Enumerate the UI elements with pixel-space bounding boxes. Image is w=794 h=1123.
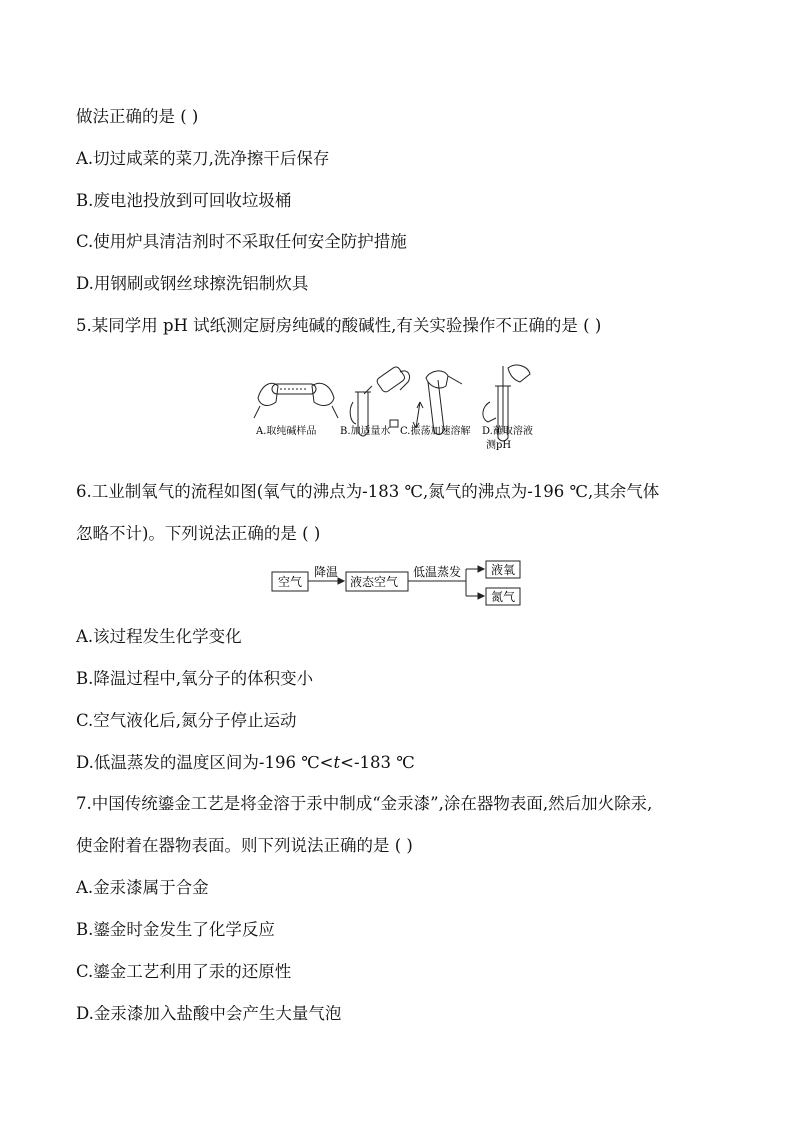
q6-option-d-pre: D.低温蒸发的温度区间为-196 ℃< xyxy=(76,753,334,772)
q7-option-a: A.金汞漆属于合金 xyxy=(76,878,209,897)
q6-stem-line2: 忽略不计)。下列说法正确的是 ( ) xyxy=(76,524,321,543)
flow-box-nitrogen: 氮气 xyxy=(491,590,516,604)
caption-b: B.加适量水 xyxy=(340,426,391,437)
caption-c: C.振荡加速溶解 xyxy=(400,426,471,437)
q5-stem: 5.某同学用 pH 试纸测定厨房纯碱的酸碱性,有关实验操作不正确的是 ( ) xyxy=(76,316,602,335)
q5-experiment-figure xyxy=(250,362,540,454)
hand-tube-horizontal-illustration xyxy=(254,383,338,418)
flow-box-liquid-air: 液态空气 xyxy=(350,575,399,589)
flow-box-air: 空气 xyxy=(278,575,303,589)
q6-option-c: C.空气液化后,氮分子停止运动 xyxy=(76,711,297,730)
q6-stem-line1: 6.工业制氧气的流程如图(氧气的沸点为-183 ℃,氮气的沸点为-196 ℃,其余气体 xyxy=(76,482,660,501)
flow-arrow-evaporate-label: 低温蒸发 xyxy=(413,565,462,579)
flow-box-liquid-oxygen: 液氧 xyxy=(491,563,516,577)
q7-option-c: C.鎏金工艺利用了汞的还原性 xyxy=(76,962,292,981)
flow-arrow-cool-label: 降温 xyxy=(314,565,339,579)
q7-stem-line1: 7.中国传统鎏金工艺是将金溶于汞中制成“金汞漆”,涂在器物表面,然后加火除汞, xyxy=(76,794,653,813)
caption-a: A.取纯碱样品 xyxy=(256,426,317,437)
q4-option-d: D.用钢刷或钢丝球擦洗铝制炊具 xyxy=(76,274,309,293)
q6-option-d-post: <-183 ℃ xyxy=(340,753,415,772)
q7-option-b: B.鎏金时金发生了化学反应 xyxy=(76,920,275,939)
q6-option-a: A.该过程发生化学变化 xyxy=(76,627,242,646)
q6-option-d xyxy=(76,752,415,774)
q6-option-d-variable: t xyxy=(333,753,341,772)
caption-d: D.蘸取溶液 xyxy=(482,426,533,437)
q7-stem-line2: 使金附着在器物表面。则下列说法正确的是 ( ) xyxy=(76,836,413,855)
q4-stem-tail: 做法正确的是 ( ) xyxy=(76,107,199,126)
q7-option-d: D.金汞漆加入盐酸中会产生大量气泡 xyxy=(76,1004,342,1023)
q4-option-c: C.使用炉具清洁剂时不采取任何安全防护措施 xyxy=(76,232,407,251)
q6-option-b: B.降温过程中,氧分子的体积变小 xyxy=(76,669,314,688)
q4-option-b: B.废电池投放到可回收垃圾桶 xyxy=(76,191,292,210)
q6-flow-diagram xyxy=(270,560,526,608)
q4-option-a: A.切过咸菜的菜刀,洗净擦干后保存 xyxy=(76,149,330,168)
caption-d-line2: 测pH xyxy=(486,440,512,451)
